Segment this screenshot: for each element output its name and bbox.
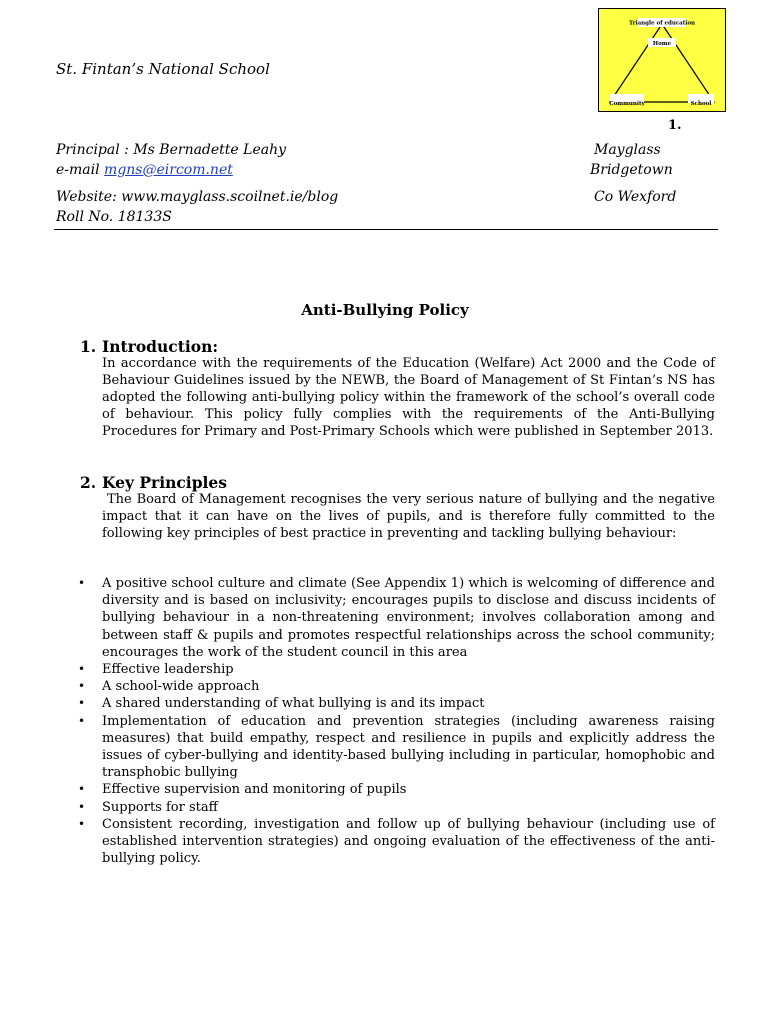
list-item-text: A positive school culture and climate (See Appendix 1) which is welcoming of difference and diversity and is based on inclusivity; encourages pupils to disclose and discuss incidents of bullying behaviour in a non-threatening environment; involves collaboration among and between staff & pupils and promotes respectful relationships across the school community; encourages the work of the student council in this area <box>102 576 715 660</box>
list-item-text: Supports for staff <box>102 799 218 815</box>
triangle-of-education-logo <box>598 8 726 112</box>
section-heading-introduction <box>80 337 218 356</box>
address-line-2: Bridgetown <box>590 162 673 178</box>
logo-left-label: Community <box>609 101 645 107</box>
website-line: Website: www.mayglass.scoilnet.ie/blog <box>56 189 339 205</box>
logo-top-label: Home <box>652 41 672 47</box>
list-item-text: Consistent recording, investigation and follow up of bullying behaviour (including use of established intervention strategies) and ongoing evaluation of the effectiveness of the anti-bullying policy. <box>102 816 715 867</box>
email-label: e-mail <box>56 162 105 178</box>
list-item <box>78 799 715 816</box>
email-line <box>56 161 233 179</box>
section-number: 2. <box>80 473 97 492</box>
list-item <box>78 575 715 661</box>
list-item-text: Implementation of education and prevention strategies (including awareness raising measures) that build empathy, respect and resilience in pupils and explicitly address the issues of cyber-bullying and identity-based bullying including in particular, homophobic and transphobic bullying <box>102 713 715 781</box>
document-title: Anti-Bullying Policy <box>301 301 469 319</box>
list-item <box>78 678 715 695</box>
bullet-icon: • <box>78 799 86 814</box>
section-number: 1. <box>80 337 97 356</box>
list-item <box>78 713 715 782</box>
bullet-icon: • <box>78 696 86 711</box>
list-item-text: A shared understanding of what bullying is and its impact <box>102 696 485 712</box>
address-line-3: Co Wexford <box>594 189 677 205</box>
section-title: Introduction: <box>102 337 219 356</box>
section-heading-key-principles <box>80 473 227 492</box>
key-principles-paragraph: The Board of Management recognises the very serious nature of bullying and the negative impact that it can have on the lives of pupils, and is therefore fully committed to the following key principles of best practice in preventing and tackling bullying behaviour: <box>102 492 720 541</box>
list-item-text: Effective supervision and monitoring of pupils <box>102 782 407 798</box>
school-name: St. Fintan’s National School <box>56 60 270 78</box>
introduction-paragraph: In accordance with the requirements of the Education (Welfare) Act 2000 and the Code of Behaviour Guidelines issued by the NEWB, the Board of Management of St Fintan’s NS has adopted the following anti-bullying policy within the framework of the school’s overall code of behaviour. This policy fully complies with the requirements of the Anti-Bullying Procedures for Primary and Post-Primary Schools which were published in September 2013. <box>102 356 715 439</box>
list-item <box>78 695 715 712</box>
header-divider <box>54 229 718 230</box>
bullet-icon: • <box>78 782 86 797</box>
logo-right-label: School <box>690 101 712 107</box>
principal-line: Principal : Ms Bernadette Leahy <box>56 142 287 158</box>
list-item <box>78 661 715 678</box>
list-item <box>78 781 715 798</box>
list-item-text: Effective leadership <box>102 662 234 678</box>
section-title: Key Principles <box>102 473 228 492</box>
key-principles-list <box>78 575 715 867</box>
bullet-icon: • <box>78 679 86 694</box>
email-link[interactable]: mgns@eircom.net <box>104 162 233 178</box>
list-item <box>78 816 715 868</box>
address-line-1: Mayglass <box>594 142 661 158</box>
bullet-icon: • <box>78 662 86 677</box>
bullet-icon: • <box>78 816 86 831</box>
bullet-icon: • <box>78 576 86 590</box>
page-number: 1. <box>668 118 682 133</box>
logo-title: Triangle of education <box>628 20 696 27</box>
roll-number-line: Roll No. 18133S <box>56 209 172 225</box>
list-item-text: A school-wide approach <box>102 679 260 695</box>
bullet-icon: • <box>78 713 86 728</box>
